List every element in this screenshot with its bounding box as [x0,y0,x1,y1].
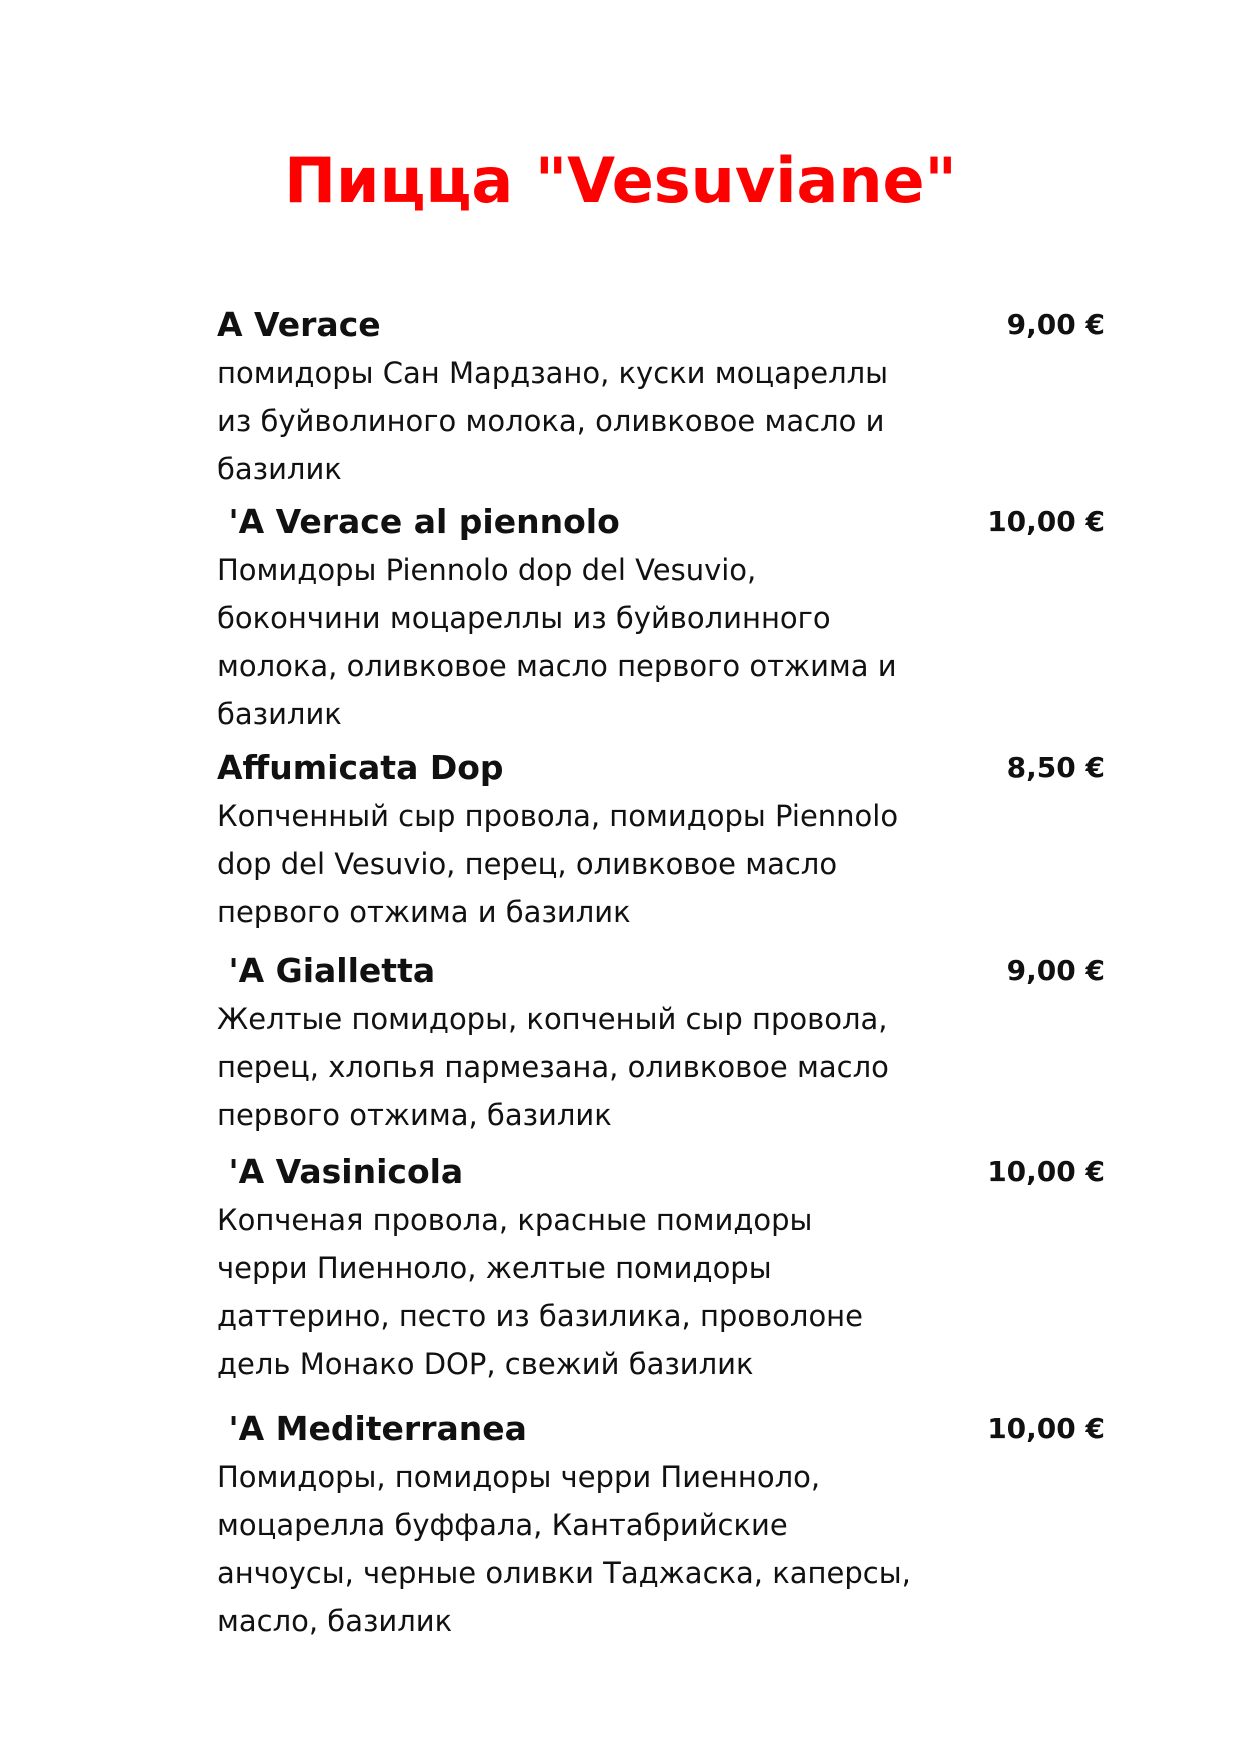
menu-item-header [217,744,1105,792]
menu-item [217,498,1105,738]
menu-item-price: 10,00 € [987,1155,1105,1188]
menu-item-price: 9,00 € [1006,308,1105,341]
description-line: базилик [217,697,342,731]
menu-item [217,1148,1105,1388]
menu-item-name: Affumicata Dop [217,748,504,787]
description-line: dop del Vesuvio, перец, оливковое масло [217,847,838,881]
menu-item-header [217,301,1105,349]
menu-item-price: 10,00 € [987,505,1105,538]
description-line: первого отжима и базилик [217,895,631,929]
menu-item-description [217,349,1105,493]
description-line: Копченая провола, красные помидоры [217,1203,813,1237]
menu-item-header [217,1148,1105,1196]
menu-item-header [217,947,1105,995]
description-line: помидоры Сан Мардзано, куски моцареллы [217,356,889,390]
menu-item-price: 10,00 € [987,1412,1105,1445]
description-line: даттерино, песто из базилика, проволоне [217,1299,863,1333]
description-line: из буйволиного молока, оливковое масло и [217,404,885,438]
menu-item-header [217,498,1105,546]
menu-item-header [217,1405,1105,1453]
description-line: молока, оливковое масло первого отжима и [217,649,897,683]
description-line: анчоусы, черные оливки Таджаска, каперсы, [217,1556,911,1590]
menu-item-description [217,995,1105,1139]
page-title: Пицца "Vesuviane" [284,144,957,217]
description-line: Помидоры Piennolo dop del Vesuvio, [217,553,757,587]
description-line: Копченный сыр провола, помидоры Piennolo [217,799,899,833]
description-line: Помидоры, помидоры черри Пиенноло, [217,1460,821,1494]
description-line: первого отжима, базилик [217,1098,612,1132]
menu-item-name: 'A Vasinicola [217,1152,464,1191]
description-line: дель Монако DOP, свежий базилик [217,1347,754,1381]
menu-item [217,301,1105,493]
description-line: перец, хлопья пармезана, оливковое масло [217,1050,889,1084]
menu-item-name: 'A Verace al piennolo [217,502,620,541]
menu-item-description [217,792,1105,936]
description-line: базилик [217,452,342,486]
description-line: черри Пиенноло, желтые помидоры [217,1251,772,1285]
description-line: Желтые помидоры, копченый сыр провола, [217,1002,888,1036]
menu-item [217,744,1105,936]
menu-item-name: A Verace [217,305,381,344]
menu-item [217,947,1105,1139]
menu-item-name: 'A Mediterranea [217,1409,527,1448]
menu-item-price: 8,50 € [1006,751,1105,784]
menu-item-description [217,546,1105,738]
menu-item-description [217,1453,1105,1645]
description-line: масло, базилик [217,1604,453,1638]
menu-item-name: 'A Gialletta [217,951,436,990]
menu-item-description [217,1196,1105,1388]
description-line: бокончини моцареллы из буйволинного [217,601,831,635]
description-line: моцарелла буффала, Кантабрийские [217,1508,788,1542]
menu-item-price: 9,00 € [1006,954,1105,987]
menu-item [217,1405,1105,1645]
